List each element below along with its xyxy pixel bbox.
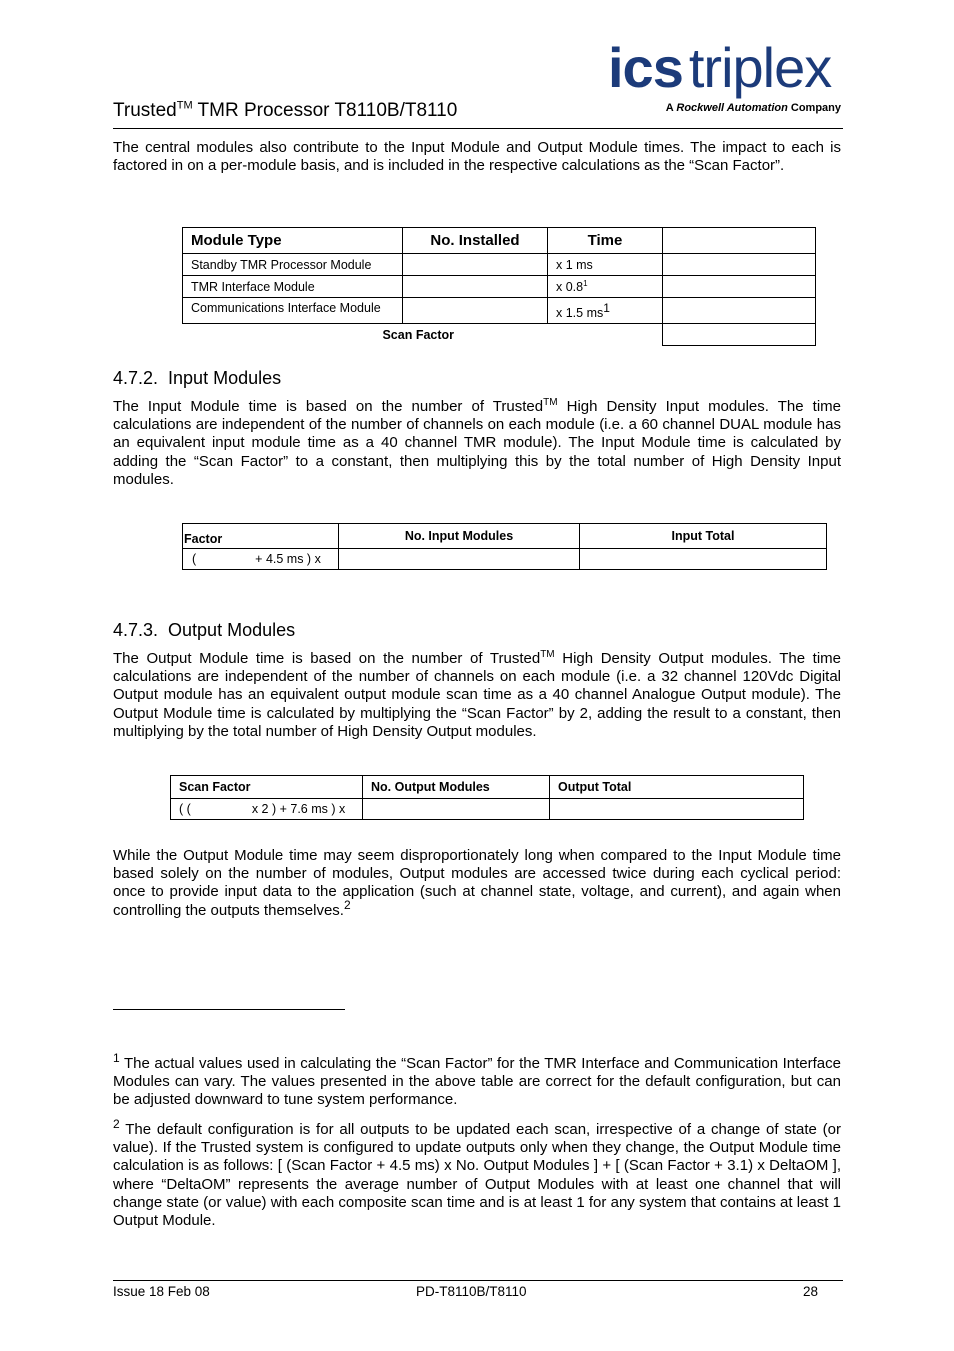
table-row <box>183 254 816 276</box>
title-rest: TMR Processor T8110B/T8110 <box>192 100 458 121</box>
input-header-total: Input Total <box>580 524 827 549</box>
output-total-cell <box>550 799 804 820</box>
scan-row-type: Standby TMR Processor Module <box>183 254 403 276</box>
input-header-factor: Factor <box>183 524 339 549</box>
table-row <box>171 799 804 820</box>
output-formula-cell <box>171 799 363 820</box>
table-row <box>183 276 816 298</box>
footnote-ref-1: 1 <box>603 300 610 315</box>
scan-factor-value <box>663 324 816 346</box>
output-modules-heading: 4.7.3. Output Modules <box>113 620 296 640</box>
output-modules-cell <box>363 799 550 820</box>
footnote-ref-1: 1 <box>583 278 588 288</box>
input-formula-rest: + 4.5 ms ) x <box>255 552 321 566</box>
scan-header-installed: No. Installed <box>403 228 548 254</box>
scan-factor-label: Scan Factor <box>382 327 455 342</box>
scan-row-installed <box>403 276 548 298</box>
input-header-modules: No. Input Modules <box>339 524 580 549</box>
document-title <box>113 100 457 122</box>
footer-issue: Issue 18 Feb 08 <box>113 1284 210 1299</box>
logo-ics: ics <box>608 36 683 99</box>
input-total-cell <box>580 549 827 570</box>
output-p-pre: The Output Module time is based on the number of Trusted <box>113 650 541 667</box>
scan-header-time: Time <box>548 228 663 254</box>
header-rule <box>113 128 843 129</box>
input-modules-cell <box>339 549 580 570</box>
output-header-modules: No. Output Modules <box>363 776 550 799</box>
scan-row-installed <box>403 254 548 276</box>
input-table-header-row <box>183 524 827 549</box>
scan-row-installed <box>403 298 548 324</box>
input-p-tm: TM <box>543 397 558 408</box>
footnote-ref-2: 2 <box>343 897 351 912</box>
input-p-post: High Density Input modules. The time calculations are independent of the number of channels on each module (i.e. a 60 channel DUAL module has an equivalent input module time as a 40 channel TMR module). The Input Module time is calculated by adding the “Scan Factor” to a constant, then multiplying this by the total number of High Density Input modules. <box>113 398 841 488</box>
output-closing-paragraph <box>113 847 841 920</box>
input-modules-heading: 4.7.2. Input Modules <box>113 368 282 388</box>
scan-row-result <box>663 298 816 324</box>
output-p-post: High Density Output modules. The time calculations are independent of the number of channels on each module (i.e. a 32 channel 120Vdc Digital Output module has an equivalent output module scan time as a 40 channel Analogue Output module). The Output Module time is calculated by multiplying the “Scan Factor” by 2, adding the result to a constant, then multiplying by the total number of High Density Output modules. <box>113 650 841 740</box>
input-formula-open: ( <box>192 552 197 566</box>
scan-row-time <box>548 276 663 298</box>
output-formula-rest: x 2 ) + 7.6 ms ) x <box>251 802 346 816</box>
scan-row-time <box>548 254 663 276</box>
footnote-2 <box>113 1117 841 1230</box>
output-p-tm: TM <box>540 649 555 660</box>
title-tm: TM <box>176 99 193 112</box>
output-modules-paragraph <box>113 650 841 741</box>
input-modules-paragraph <box>113 398 841 489</box>
footnote-2-text: The default configuration is for all outputs to be updated each scan, irrespective of a change of state (or value). If the Trusted system is configured to update outputs only when they change, the Output Module time calculation is as follows: [ (Scan Factor + 4.5 ms) x No. Output Modules ] + [ (Scan Factor + 3.1) x DeltaOM ], where “DeltaOM” represents the average number of Output Modules with at least one channel that will change state (or value) with each composite scan time and is at least 1 for any system that contains at least 1 Output Module. <box>113 1121 841 1230</box>
output-formula-open: ( ( <box>179 802 191 816</box>
logo-tagline <box>666 102 841 114</box>
footnote-1 <box>113 1051 841 1110</box>
scan-header-module-type: Module Type <box>183 228 403 254</box>
footnote-2-mark: 2 <box>113 1117 120 1131</box>
input-p-pre: The Input Module time is based on the number of Trusted <box>113 398 544 415</box>
scan-row-result <box>663 276 816 298</box>
input-formula-cell <box>183 549 339 570</box>
input-calc-table <box>182 523 827 570</box>
table-row <box>183 298 816 324</box>
scan-row-time <box>548 298 663 324</box>
logo-tagline-brand: Rockwell Automation <box>676 102 788 114</box>
scan-row-time-value: x 0.8 <box>556 279 584 294</box>
footer-doc-id: PD-T8110B/T8110 <box>416 1284 527 1299</box>
footer-page-number: 28 <box>803 1284 819 1299</box>
scan-row-result <box>663 254 816 276</box>
footer-rule <box>113 1280 843 1281</box>
scan-row-type: Communications Interface Module <box>183 298 403 324</box>
output-table-header-row <box>171 776 804 799</box>
scan-header-result <box>663 228 816 254</box>
title-trusted: Trusted <box>113 100 177 121</box>
scan-table-header-row <box>183 228 816 254</box>
footnote-separator <box>113 1009 345 1010</box>
scan-row-time-value: x 1 ms <box>556 257 593 272</box>
company-logo <box>608 38 843 118</box>
table-row <box>183 549 827 570</box>
scan-table-footer-row <box>183 324 816 346</box>
output-calc-table <box>170 775 804 820</box>
footnote-1-text: The actual values used in calculating the “Scan Factor” for the TMR Interface and Communication Interface Modules can vary. The values presented in the above table are correct for the default configuration, but can be adjusted downward to tune system performance. <box>113 1055 841 1109</box>
intro-paragraph: The central modules also contribute to the Input Module and Output Module times. The impact to each is factored in on a per-module basis, and is included in the respective calculations as the “Scan Factor”. <box>113 139 841 175</box>
logo-wordmark <box>608 38 831 98</box>
scan-row-type: TMR Interface Module <box>183 276 403 298</box>
output-header-total: Output Total <box>550 776 804 799</box>
output-closing-text: While the Output Module time may seem disproportionately long when compared to the Input Module time based solely on the number of modules, Output modules are accessed twice during each cyclical period: once to provide input data to the application (such at channel state, voltage, and current), and again when controlling the outputs themselves. <box>113 847 841 919</box>
output-header-scan-factor: Scan Factor <box>171 776 363 799</box>
logo-tagline-company: Company <box>787 102 841 114</box>
scan-factor-table <box>182 227 816 346</box>
logo-triplex: triplex <box>688 36 832 99</box>
logo-tagline-a: A <box>665 102 677 114</box>
footnote-1-mark: 1 <box>113 1051 120 1065</box>
scan-row-time-value: x 1.5 ms <box>556 306 604 320</box>
